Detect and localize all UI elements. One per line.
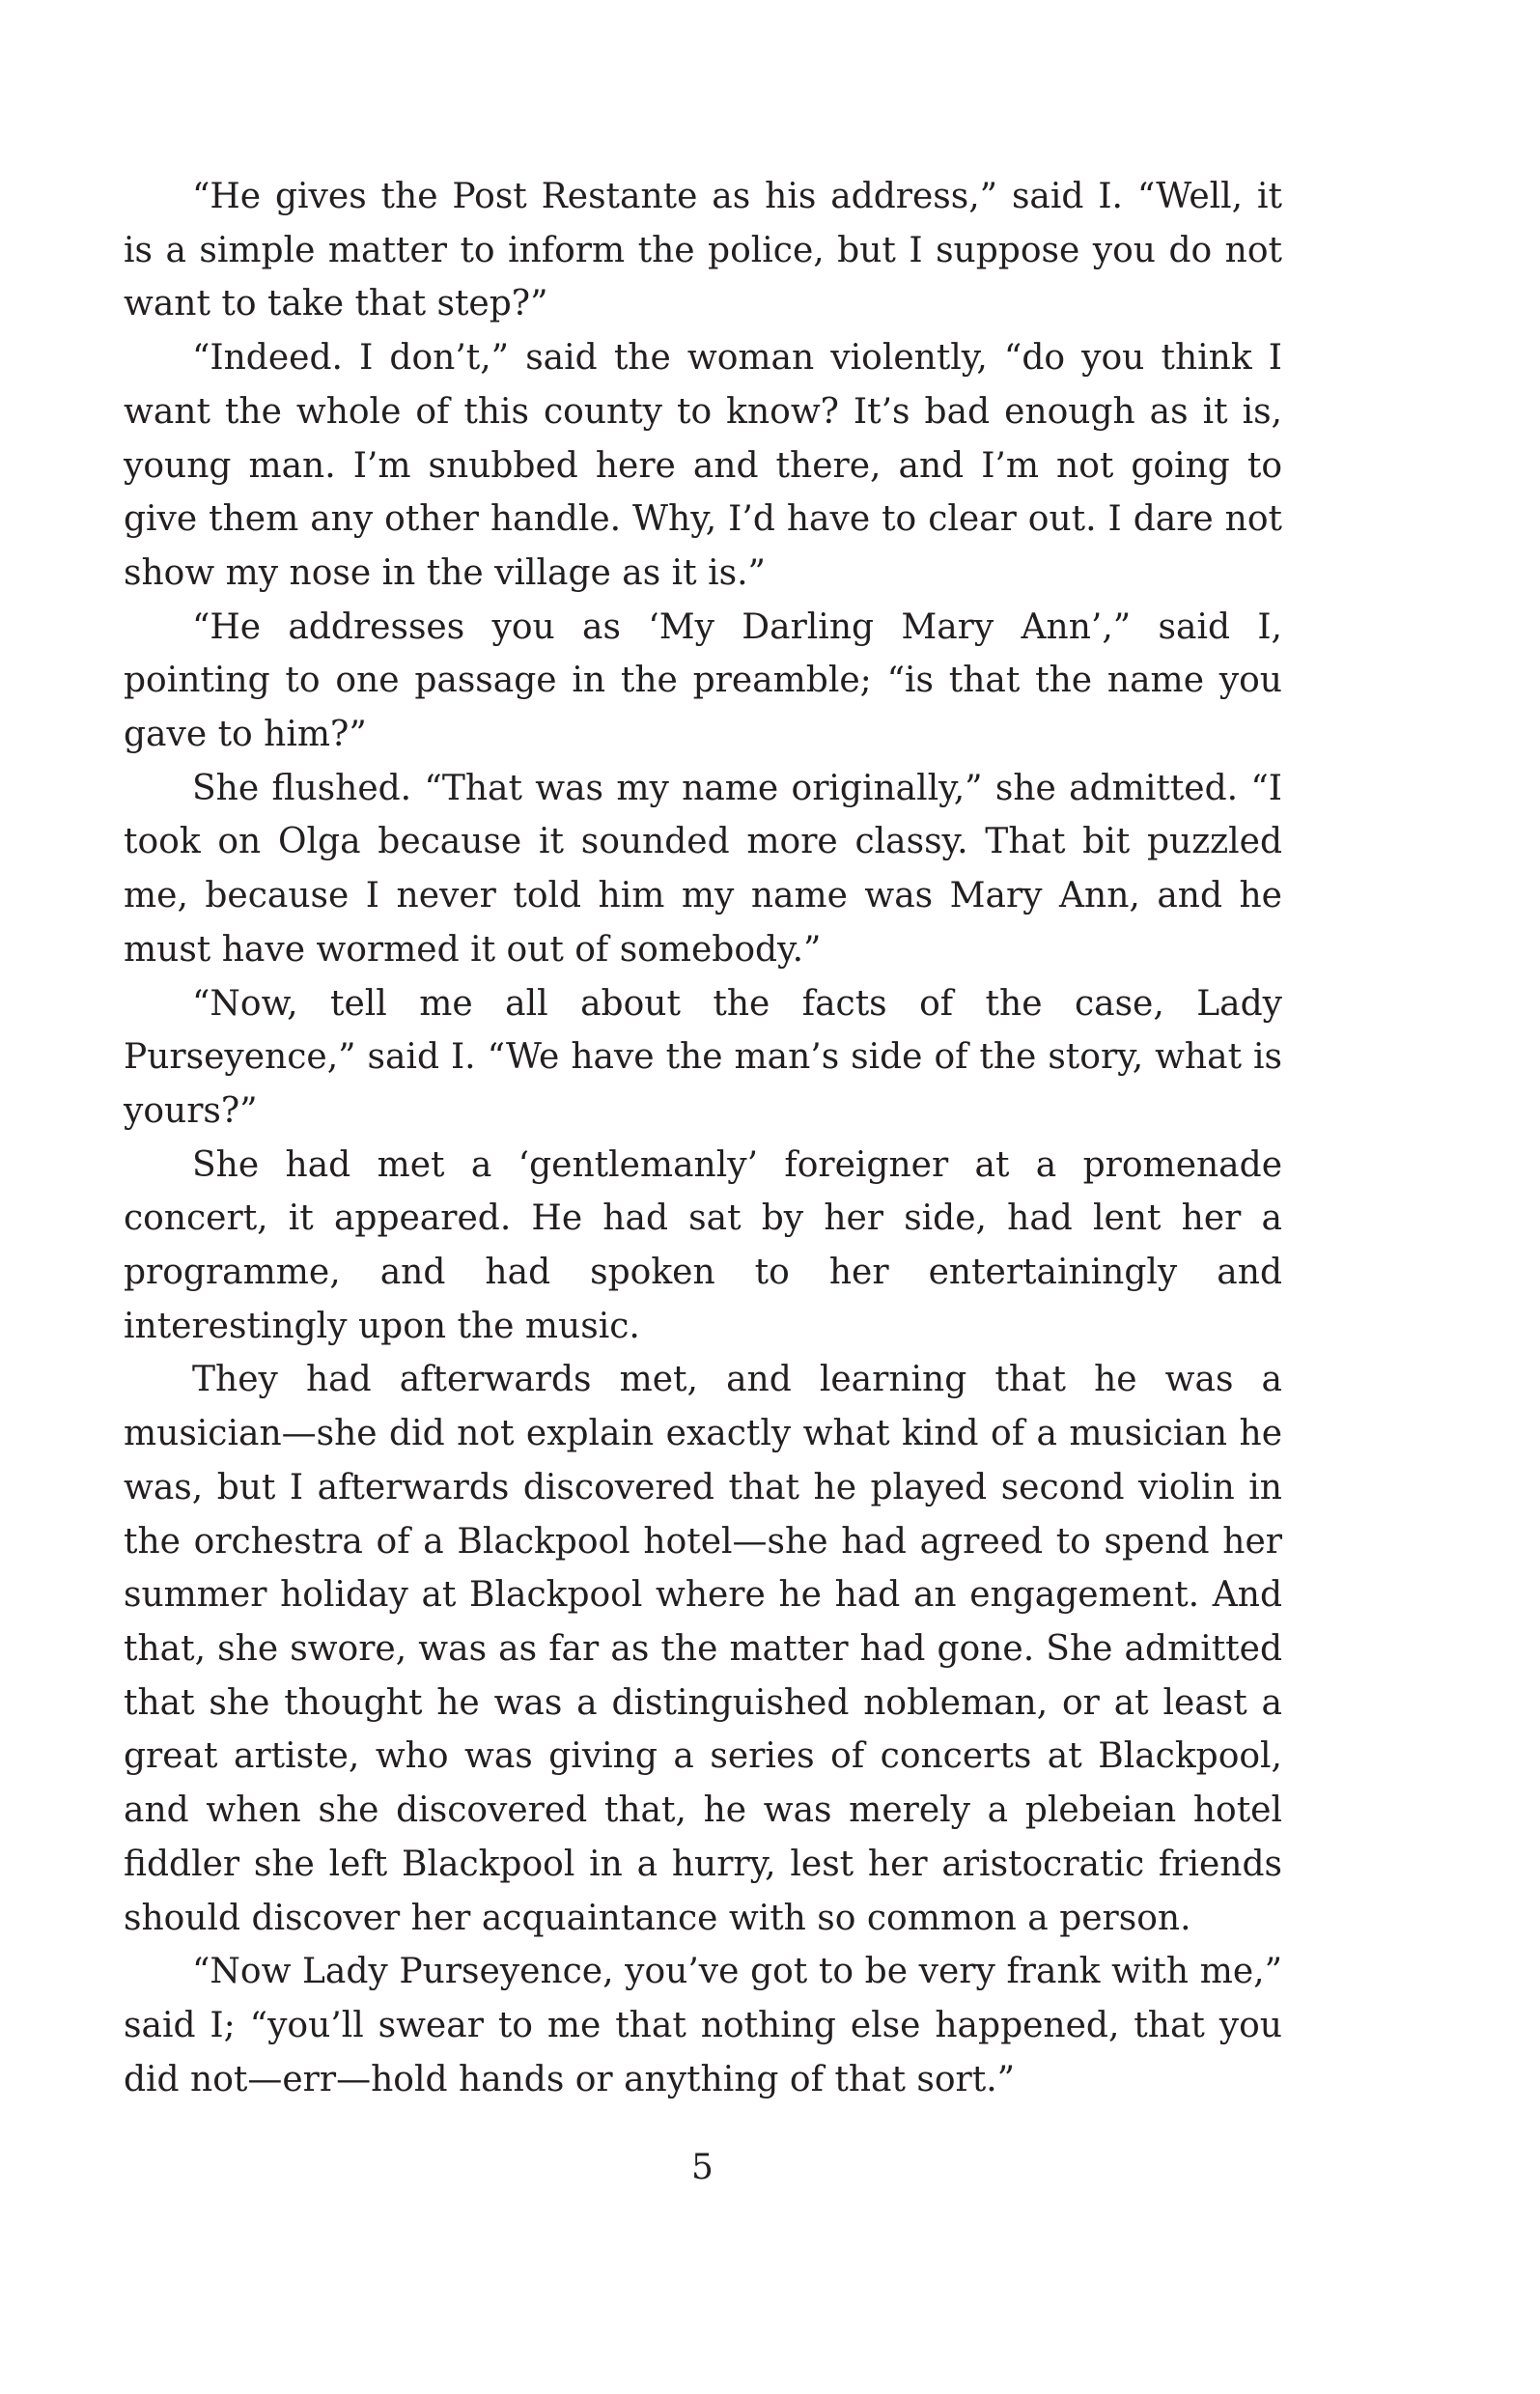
paragraph: They had afterwards met, and learning that he was a musician—she did not explain exactly what kind of a musician he was, but I afterwards discovered that he played second violin in the orchestra of a Blackpool hotel—she had agreed to spend her summer holiday at Blackpool where he had an engagement. And that, she swore, was as far as the matter had gone. She admitted that she thought he was a distinguished nobleman, or at least a great artiste, who was giving a series of concerts at Blackpool, and when she discovered that, he was merely a plebeian hotel fiddler she left Blackpool in a hurry, lest her aristocratic friends should discover her acquaintance with so common a person.	[124, 1360, 1282, 1938]
paragraph: “He addresses you as ‘My Darling Mary Ann’,” said I, pointing to one passage in the preamble; “is that the name you gave to him?”	[124, 606, 1282, 755]
body-text	[124, 170, 1282, 2106]
paragraph: She had met a ‘gentlemanly’ foreigner at a promenade concert, it appeared. He had sat by her side, had lent her a programme, and had spoken to her entertainingly and interestingly upon the music.	[124, 1144, 1282, 1346]
paragraph: “Now Lady Purseyence, you’ve got to be very frank with me,” said I; “you’ll swear to me that nothing else happened, that you did not—err—hold hands or anything of that sort.”	[124, 1952, 1282, 2099]
page-number: 5	[691, 2148, 714, 2187]
paragraph: She flushed. “That was my name originally,” she admitted. “I took on Olga because it sounded more classy. That bit puzzled me, because I never told him my name was Mary Ann, and he must have wormed it out of somebody.”	[124, 768, 1282, 970]
paragraph: “Indeed. I don’t,” said the woman violently, “do you think I want the whole of this county to know? It’s bad enough as it is, young man. I’m snubbed here and there, and I’m not going to give them any other handle. Why, I’d have to clear out. I dare not show my nose in the village as it is.”	[124, 338, 1282, 593]
paragraph: “Now, tell me all about the facts of the case, Lady Purseyence,” said I. “We have the man’s side of the story, what is yours?”	[124, 983, 1282, 1131]
paragraph: “He gives the Post Restante as his address,” said I. “Well, it is a simple matter to inform the police, but I suppose you do not want to take that step?”	[124, 177, 1282, 324]
